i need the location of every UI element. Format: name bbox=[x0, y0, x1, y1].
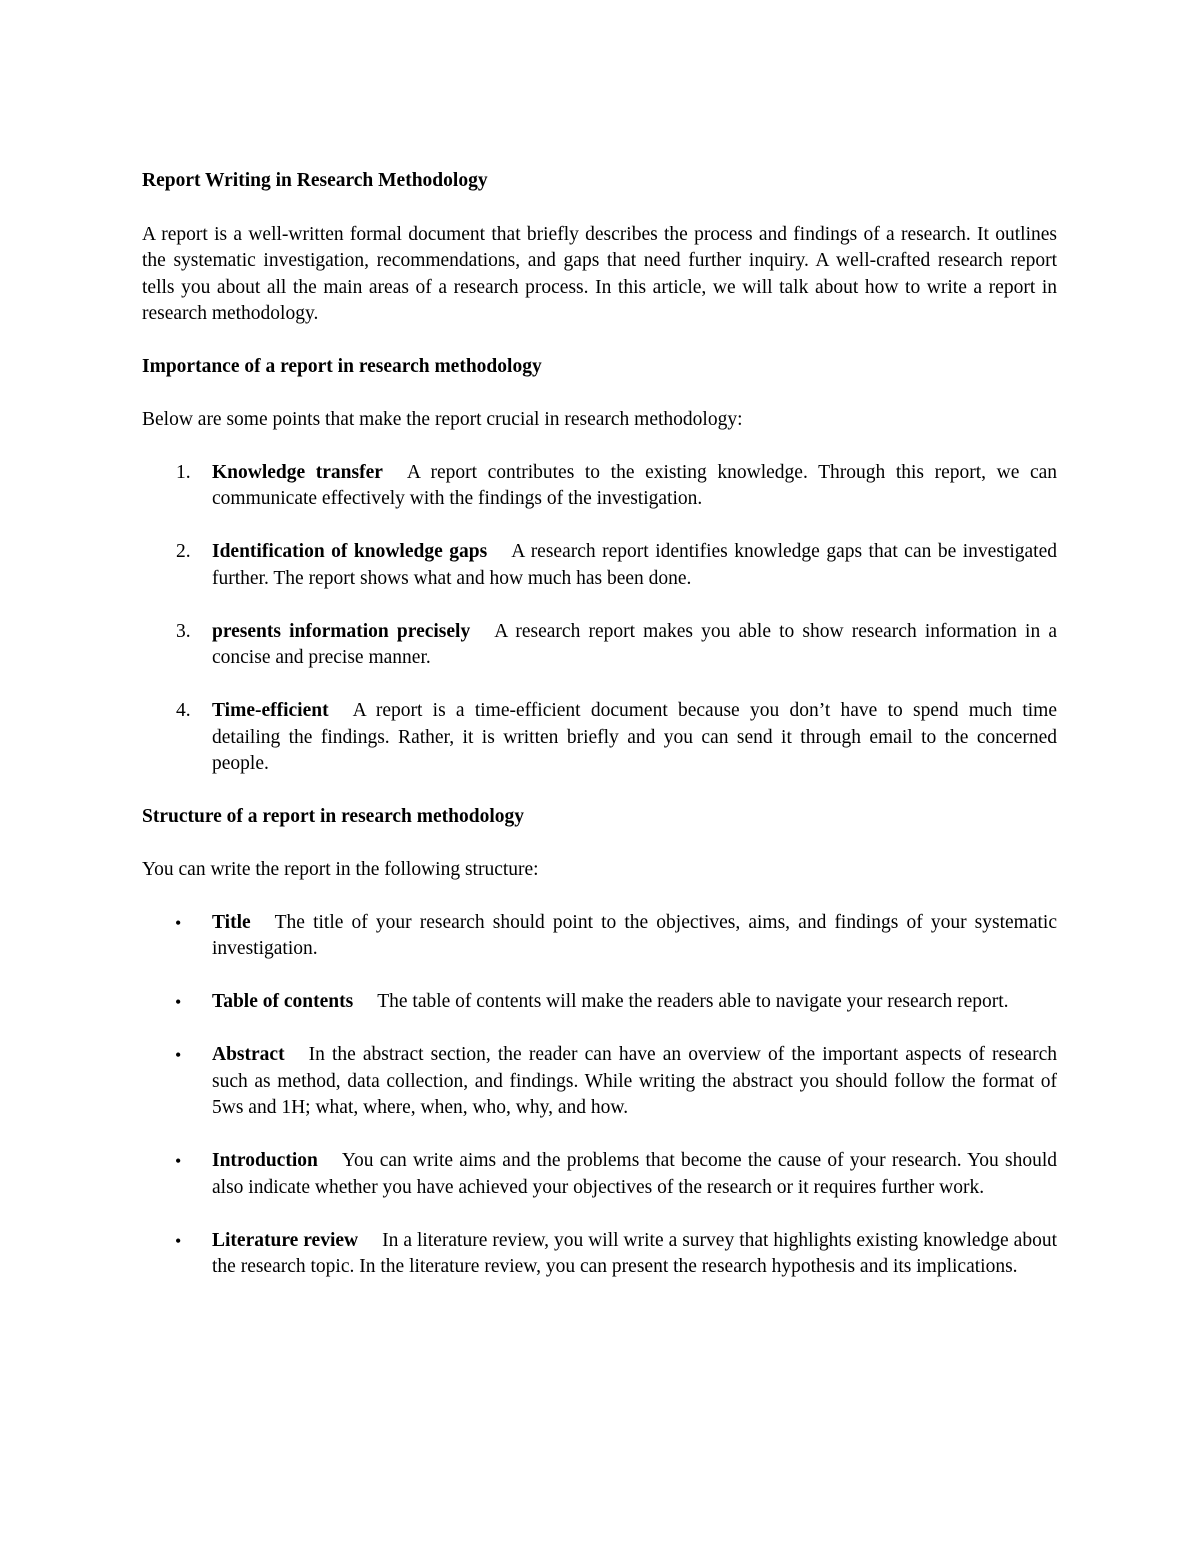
item-text: The title of your research should point to the objectives, aims, and findings of your systematic investigation. bbox=[212, 911, 1057, 959]
item-text: You can write aims and the problems that become the cause of your research. You should also indicate whether you have achieved your objectives of the research or it requires further work. bbox=[212, 1150, 1057, 1198]
list-number: 1. bbox=[176, 461, 191, 483]
structure-item bbox=[142, 1148, 1057, 1201]
item-term: Literature review bbox=[212, 1229, 359, 1251]
bullet-icon: • bbox=[175, 1151, 182, 1171]
document-title: Report Writing in Research Methodology bbox=[142, 170, 488, 191]
item-text: In the abstract section, the reader can have an overview of the important aspects of research such as method, data collection, and findings. While writing the abstract you should follow the format of 5ws and 1H; what, where, when, who, why, and how. bbox=[212, 1044, 1057, 1118]
item-text: In a literature review, you will write a survey that highlights existing knowledge about the research topic. In the literature review, you can present the research hypothesis and its implications. bbox=[212, 1229, 1058, 1277]
intro-paragraph: A report is a well-written formal document that briefly describes the process and findings of a research. It outlines the systematic investigation, recommendations, and gaps that need further inquiry. A well-crafted research report tells you about all the main areas of a research process. In this article, we will talk about how to write a report in research methodology. bbox=[142, 223, 1057, 324]
importance-item bbox=[142, 619, 1057, 672]
item-text: A research report identifies knowledge gaps that can be investigated further. The report shows what and how much has been done. bbox=[212, 541, 1057, 589]
item-text: A report is a time-efficient document because you don’t have to spend much time detailing the findings. Rather, it is written briefly and you can send it through email to the concerned people. bbox=[212, 700, 1057, 774]
bullet-icon: • bbox=[175, 1045, 182, 1065]
item-text: A report contributes to the existing knowledge. Through this report, we can communicate effectively with the findings of the investigation. bbox=[212, 461, 1058, 509]
structure-item bbox=[142, 1042, 1057, 1122]
importance-item bbox=[142, 539, 1057, 592]
structure-list bbox=[142, 910, 1057, 1281]
item-term: Table of contents bbox=[212, 991, 354, 1012]
importance-item bbox=[142, 698, 1057, 778]
bullet-icon: • bbox=[175, 992, 182, 1012]
item-term: Knowledge transfer bbox=[212, 461, 383, 483]
list-number: 3. bbox=[176, 620, 191, 642]
structure-lead: You can write the report in the following structure: bbox=[142, 859, 539, 880]
list-number: 4. bbox=[176, 700, 191, 721]
item-text: The table of contents will make the readers able to navigate your research report. bbox=[377, 991, 1009, 1012]
item-term: Identification of knowledge gaps bbox=[212, 541, 488, 562]
item-term: Abstract bbox=[212, 1044, 285, 1065]
bullet-icon: • bbox=[175, 912, 182, 933]
structure-item bbox=[142, 910, 1057, 963]
importance-item bbox=[142, 460, 1057, 513]
item-term: presents information precisely bbox=[212, 620, 471, 642]
structure-item bbox=[142, 989, 1057, 1016]
list-number: 2. bbox=[176, 541, 191, 562]
importance-lead: Below are some points that make the report crucial in research methodology: bbox=[142, 409, 743, 430]
item-text: A research report makes you able to show research information in a concise and precise manner. bbox=[212, 620, 1058, 668]
importance-list bbox=[142, 460, 1057, 778]
document-page bbox=[142, 168, 1057, 1307]
bullet-icon: • bbox=[175, 1230, 182, 1251]
structure-item bbox=[142, 1228, 1057, 1281]
item-term: Time-efficient bbox=[212, 700, 329, 721]
item-term: Introduction bbox=[212, 1150, 318, 1171]
importance-heading: Importance of a report in research methodology bbox=[142, 355, 542, 377]
item-term: Title bbox=[212, 911, 251, 933]
structure-heading: Structure of a report in research methodology bbox=[142, 805, 525, 827]
